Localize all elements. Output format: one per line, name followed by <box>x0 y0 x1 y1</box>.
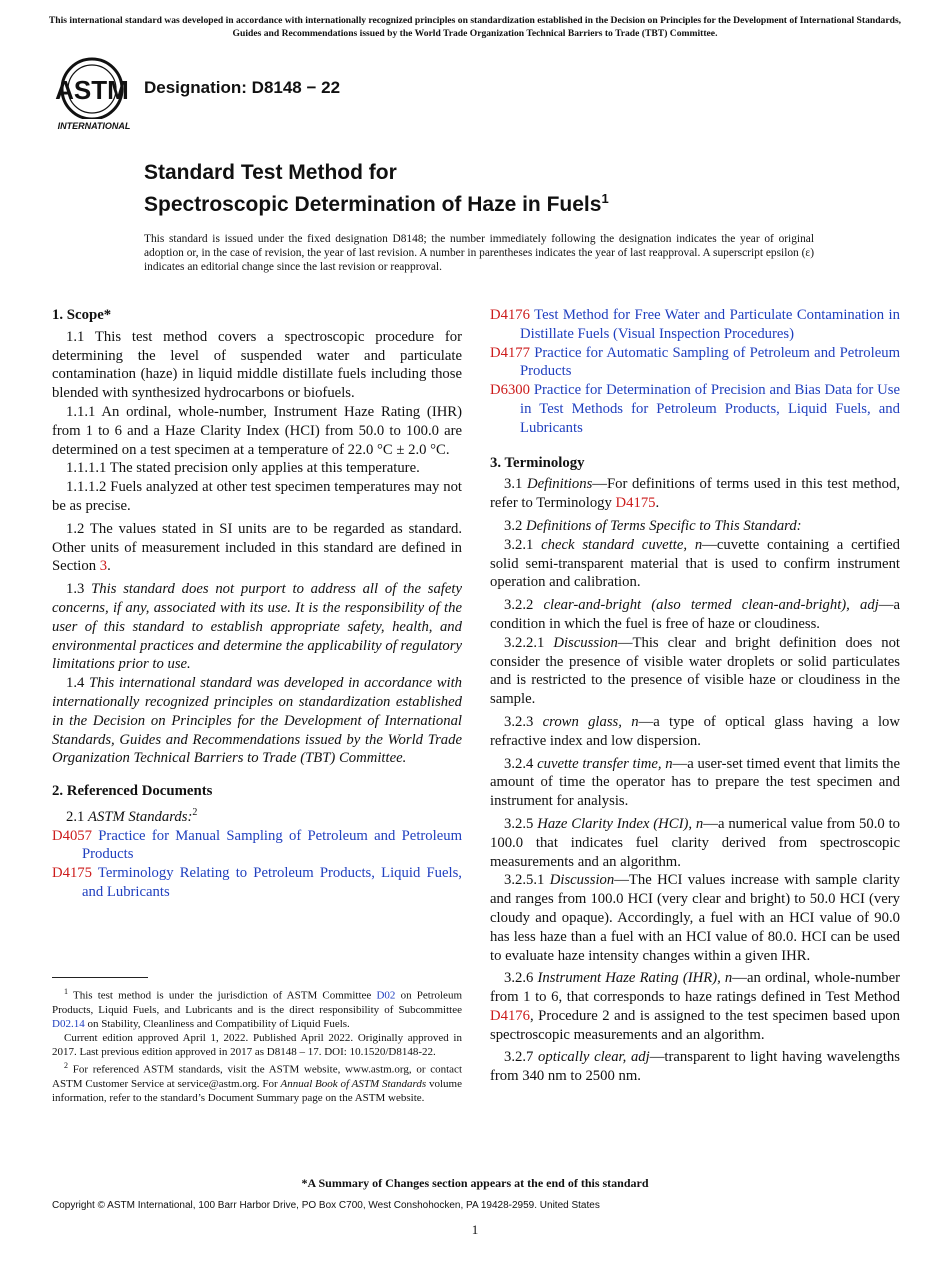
para-2-1: 2.1 ASTM Standards:$^2$ <box>66 806 198 825</box>
referenced-documents-heading: 2. Referenced Documents <box>52 783 213 800</box>
footnote-1-edition: Current edition approved April 1, 2022. Published April 2022. Originally approved in 2017. Last previous edition approved in 2017 as D8148 – 17. DOI: 10.1520/D8148-22. <box>52 1031 462 1059</box>
section-3-link[interactable]: 3 <box>99 558 108 575</box>
title-line-1: Standard Test Method for <box>144 161 397 184</box>
footnote-1: $^1$ This test method is under the jurisdiction of ASTM Committee D02 on Petroleum Products, Liquid Fuels, and Lubricants and is the direct responsibility of Subcommittee D02.14 on Stability, Cleanliness and Compatibility of Liquid Fuels. <box>52 987 463 1030</box>
designation: Designation: D8148 − 22 <box>144 78 341 97</box>
para-1-1: 1.1 This test method covers a spectroscopic procedure for determining the level of suspended water and particulate contamination (haze) in liquid middle distillate fuels including those blended with synthesized hydrocarbons or biofuels. <box>52 328 462 402</box>
summary-of-changes-note: *A Summary of Changes section appears at the end of this standard <box>301 1176 649 1190</box>
left-column <box>52 306 462 902</box>
para-1-1-1-1: 1.1.1.1 The stated precision only applies at this temperature. <box>66 460 420 477</box>
astm-logo <box>52 55 136 133</box>
footnotes <box>52 985 462 1105</box>
ref-d6300[interactable]: D6300 Practice for Determination of Precision and Bias Data for Use in Test Methods for Petroleum Products, Liquid Fuels, and Lubricants <box>490 382 900 436</box>
para-3-2-3: 3.2.3 crown glass, n—a type of optical glass having a low refractive index and low dispersion. <box>490 713 900 749</box>
para-3-2-1: 3.2.1 check standard cuvette, n—cuvette containing a certified solid semi-transparent material that is used to confirm instrument operation and calibration. <box>490 536 901 591</box>
footnote-divider <box>52 977 148 978</box>
para-1-1-1-2: 1.1.1.2 Fuels analyzed at other test specimen temperatures may not be as precise. <box>52 479 462 514</box>
para-1-2: 1.2 The values stated in SI units are to be regarded as standard. Other units of measurement included in this standard are defined in Section 3. <box>52 520 462 575</box>
para-3-2-6: 3.2.6 Instrument Haze Rating (IHR), n—an ordinal, whole-number from 1 to 6, that corresponds to haze ratings defined in Test Method D4176, Procedure 2 and is assigned to the test specimen based upon spectroscopic measurements and an algorithm. <box>490 970 900 1043</box>
issue-note: This standard is issued under the fixed designation D8148; the number immediately following the designation indicates the year of original adoption or, in the case of revision, the year of last revision. A number in parentheses indicates the year of last reapproval. A superscript epsilon (ε) indicates an editorial change since the last revision or reapproval. <box>144 233 814 274</box>
para-3-2-5: 3.2.5 Haze Clarity Index (HCI), n—a numerical value from 50.0 to 100.0 that indicates fuel clarity derived from spectroscopic measurements and an algorithm. <box>490 815 901 870</box>
para-3-2-2-1: 3.2.2.1 Discussion—This clear and bright definition does not consider the presence of visible water droplets or solid particulates and is restricted to the presence of visible haze or cloudiness in the sample. <box>490 634 901 708</box>
title-line-2: Spectroscopic Determination of Haze in Fuels$^1$ <box>144 191 609 216</box>
terminology-heading: 3. Terminology <box>490 454 585 471</box>
para-1-1-1: 1.1.1 An ordinal, whole-number, Instrument Haze Rating (IHR) from 1 to 6 and a Haze Clarity Index (HCI) from 50.0 to 100.0 are determined on a test specimen at a temperature of 22.0 °C ± 2.0 °C. <box>52 403 462 458</box>
logo-subtext: INTERNATIONAL <box>57 121 131 131</box>
ref-d4057[interactable]: D4057 Practice for Manual Sampling of Petroleum and Petroleum Products <box>52 827 462 863</box>
right-column <box>490 306 900 1086</box>
subcommittee-d0214-link[interactable]: D02.14 <box>52 1017 85 1030</box>
scope-heading: 1. Scope* <box>52 307 112 323</box>
footnote-2: $^2$ For referenced ASTM standards, visit the ASTM website, www.astm.org, or contact ASTM Customer Service at service@astm.org. For Annual Book of ASTM Standards volume information, refer to the standard’s Document Summary page on the ASTM website. <box>52 1061 462 1104</box>
para-3-2-4: 3.2.4 cuvette transfer time, n—a user-set timed event that limits the amount of time the operator has to prepare the test specimen and instrument for analysis. <box>490 755 900 810</box>
para-1-4: 1.4 This international standard was developed in accordance with internationally recognized principles on standardization established in the Decision on Principles for the Development of International Standards, Guides and Recommendations issued by the World Trade Organization Technical Barriers to Trade (TBT) Committee. <box>52 675 462 767</box>
para-3-2-5-1: 3.2.5.1 Discussion—The HCI values increase with sample clarity and ranges from 100.0 HCI (very clear and bright) to 50.0 HCI (very cloudy and opaque). Accordingly, a fuel with an HCI value of 90.0 has less haze than a fuel with an HCI value of 80.0. HCI can be used to evaluate haze intensity changes within a given IHR. <box>490 872 900 964</box>
para-3-1: 3.1 Definitions—For definitions of terms used in this test method, refer to Terminology D4175. <box>490 476 900 512</box>
copyright: Copyright © ASTM International, 100 Barr Harbor Drive, PO Box C700, West Conshohocken, PA 19428-2959. United States <box>52 1200 600 1211</box>
page-title <box>144 160 844 218</box>
d4176-link[interactable]: D4176 <box>490 1007 530 1024</box>
para-3-2: 3.2 Definitions of Terms Specific to This Standard: <box>504 517 802 534</box>
ref-d4175[interactable]: D4175 Terminology Relating to Petroleum Products, Liquid Fuels, and Lubricants <box>52 865 462 900</box>
header-notice: This international standard was developed in accordance with internationally recognized principles on standardization established in the Decision on Principles for the Development of International Standards, Guides and Recommendations issued by the World Trade Organization Technical Barriers to Trade (TBT) Committee. <box>48 15 902 39</box>
para-3-2-7: 3.2.7 optically clear, adj—transparent to light having wavelengths from 340 nm to 2500 nm. <box>490 1049 900 1085</box>
para-3-2-2: 3.2.2 clear-and-bright (also termed clean-and-bright), adj—a condition in which the fuel is free of haze or cloudiness. <box>490 597 900 632</box>
para-1-3: 1.3 This standard does not purport to address all of the safety concerns, if any, associated with its use. It is the responsibility of the user of this standard to establish appropriate safety, health, and environmental practices and determine the applicability of regulatory limitations prior to use. <box>52 581 463 673</box>
title-footnote-ref[interactable]: 1 <box>601 191 609 206</box>
page-number: 1 <box>471 1222 479 1237</box>
ref-d4177[interactable]: D4177 Practice for Automatic Sampling of Petroleum and Petroleum Products <box>490 344 901 380</box>
committee-d02-link[interactable]: D02 <box>376 989 396 1002</box>
d4175-link[interactable]: D4175 <box>615 495 656 512</box>
logo-text: ASTM <box>55 75 129 105</box>
ref-d4176[interactable]: D4176 Test Method for Free Water and Particulate Contamination in Distillate Fuels (Visual Inspection Procedures) <box>490 307 900 342</box>
